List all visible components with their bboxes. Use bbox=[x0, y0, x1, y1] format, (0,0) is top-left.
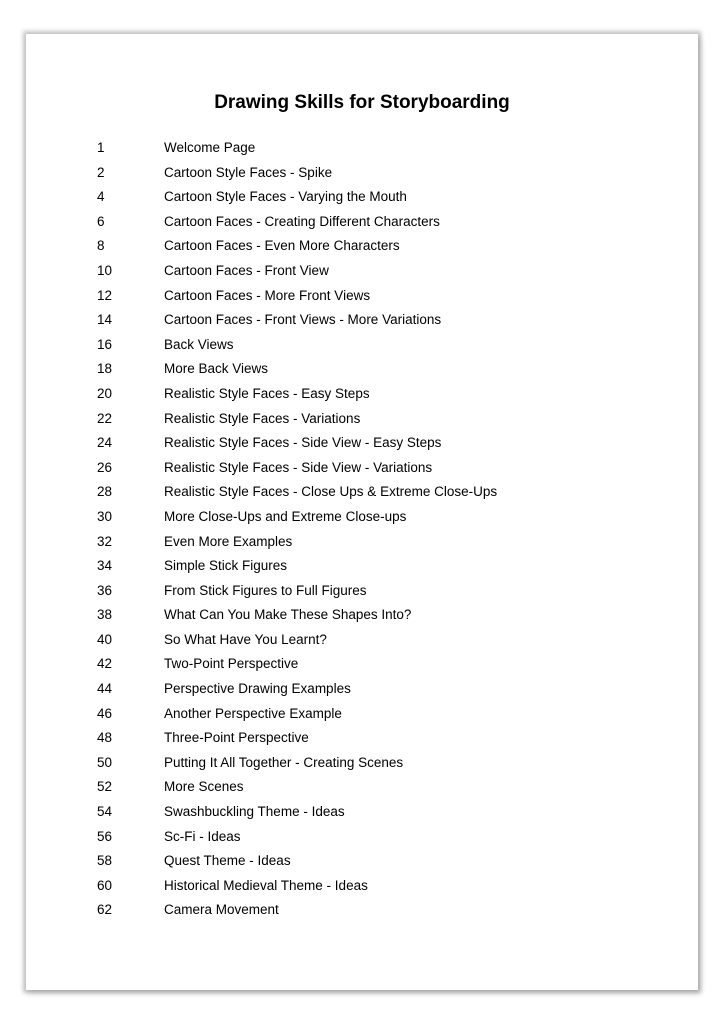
toc-entry bbox=[26, 210, 698, 235]
toc-entry-title: Realistic Style Faces - Side View - Variations bbox=[164, 459, 433, 475]
toc-entry-title: Realistic Style Faces - Side View - Easy Steps bbox=[164, 435, 442, 451]
toc-entry-title: Putting It All Together - Creating Scenes bbox=[164, 754, 404, 770]
toc-entry bbox=[26, 284, 698, 309]
toc-entry bbox=[26, 259, 698, 284]
toc-entry bbox=[26, 751, 698, 776]
toc-entry bbox=[26, 185, 698, 210]
toc-entry-title: Cartoon Faces - Even More Characters bbox=[164, 238, 400, 254]
toc-page-number: 30 bbox=[97, 508, 113, 524]
toc-page-number: 12 bbox=[97, 287, 113, 303]
table-of-contents bbox=[26, 136, 698, 923]
toc-entry bbox=[26, 554, 698, 579]
toc-entry bbox=[26, 677, 698, 702]
toc-entry bbox=[26, 357, 698, 382]
page-title: Drawing Skills for Storyboarding bbox=[214, 92, 510, 113]
toc-page-number: 50 bbox=[97, 754, 113, 770]
toc-page-number: 16 bbox=[97, 336, 113, 352]
toc-page-number: 32 bbox=[97, 533, 113, 549]
toc-page-number: 40 bbox=[97, 631, 113, 647]
document-page bbox=[26, 34, 698, 990]
toc-page-number: 34 bbox=[97, 558, 113, 574]
toc-entry bbox=[26, 652, 698, 677]
toc-entry-title: Welcome Page bbox=[164, 140, 256, 155]
toc-entry-title: Two-Point Perspective bbox=[164, 656, 299, 672]
toc-entry-title: Historical Medieval Theme - Ideas bbox=[164, 877, 368, 893]
toc-page-number: 46 bbox=[97, 705, 113, 721]
toc-entry-title: Realistic Style Faces - Easy Steps bbox=[164, 385, 370, 401]
toc-entry-title: Back Views bbox=[164, 336, 234, 352]
toc-entry bbox=[26, 456, 698, 481]
toc-page-number: 60 bbox=[97, 877, 113, 893]
toc-page-number: 22 bbox=[97, 410, 113, 426]
toc-entry-title: Cartoon Style Faces - Varying the Mouth bbox=[164, 189, 407, 205]
toc-page-number: 20 bbox=[97, 385, 113, 401]
toc-entry-title: What Can You Make These Shapes Into? bbox=[164, 607, 412, 623]
toc-entry bbox=[26, 161, 698, 186]
toc-entry-title: Cartoon Faces - Front Views - More Variations bbox=[164, 312, 442, 328]
toc-page-number: 28 bbox=[97, 484, 113, 500]
toc-entry bbox=[26, 480, 698, 505]
toc-entry bbox=[26, 825, 698, 850]
toc-entry bbox=[26, 530, 698, 555]
toc-entry-title: Swashbuckling Theme - Ideas bbox=[164, 804, 345, 820]
toc-page-number: 4 bbox=[97, 189, 105, 205]
toc-entry-title: Sc-Fi - Ideas bbox=[164, 828, 241, 844]
toc-entry bbox=[26, 628, 698, 653]
toc-entry-title: Quest Theme - Ideas bbox=[164, 853, 291, 869]
toc-page-number: 54 bbox=[97, 804, 113, 820]
toc-entry bbox=[26, 726, 698, 751]
toc-entry bbox=[26, 333, 698, 358]
toc-entry bbox=[26, 775, 698, 800]
toc-page-number: 38 bbox=[97, 607, 113, 623]
toc-page-number: 1 bbox=[97, 140, 105, 155]
toc-page-number: 18 bbox=[97, 361, 113, 377]
toc-page-number: 62 bbox=[97, 902, 113, 918]
toc-entry-title: From Stick Figures to Full Figures bbox=[164, 582, 367, 598]
toc-entry bbox=[26, 849, 698, 874]
toc-entry bbox=[26, 702, 698, 727]
toc-entry bbox=[26, 234, 698, 259]
toc-entry bbox=[26, 603, 698, 628]
toc-entry-title: So What Have You Learnt? bbox=[164, 631, 327, 647]
toc-entry-title: More Scenes bbox=[164, 779, 244, 795]
toc-entry bbox=[26, 431, 698, 456]
toc-page-number: 26 bbox=[97, 459, 113, 475]
toc-page-number: 8 bbox=[97, 238, 105, 254]
toc-entry bbox=[26, 136, 698, 161]
toc-page-number: 56 bbox=[97, 828, 113, 844]
toc-entry bbox=[26, 382, 698, 407]
toc-entry-title: Perspective Drawing Examples bbox=[164, 681, 351, 697]
toc-entry-title: Cartoon Style Faces - Spike bbox=[164, 164, 333, 180]
toc-page-number: 44 bbox=[97, 681, 113, 697]
toc-entry bbox=[26, 505, 698, 530]
toc-page-number: 52 bbox=[97, 779, 113, 795]
toc-entry-title: Even More Examples bbox=[164, 533, 293, 549]
toc-entry-title: Realistic Style Faces - Variations bbox=[164, 410, 361, 426]
toc-entry-title: Cartoon Faces - Creating Different Characters bbox=[164, 213, 440, 229]
toc-entry-title: Camera Movement bbox=[164, 902, 279, 918]
toc-page-number: 36 bbox=[97, 582, 113, 598]
toc-entry-title: More Back Views bbox=[164, 361, 269, 377]
toc-page-number: 14 bbox=[97, 312, 113, 328]
toc-page-number: 42 bbox=[97, 656, 113, 672]
toc-entry-title: Realistic Style Faces - Close Ups & Extreme Close-Ups bbox=[164, 484, 498, 500]
toc-entry bbox=[26, 579, 698, 604]
toc-entry bbox=[26, 874, 698, 899]
toc-entry-title: More Close-Ups and Extreme Close-ups bbox=[164, 508, 407, 524]
toc-page-number: 58 bbox=[97, 853, 113, 869]
toc-entry bbox=[26, 308, 698, 333]
toc-entry-title: Simple Stick Figures bbox=[164, 558, 288, 574]
toc-entry bbox=[26, 898, 698, 923]
toc-entry-title: Cartoon Faces - Front View bbox=[164, 262, 329, 278]
toc-page-number: 2 bbox=[97, 164, 105, 180]
toc-entry-title: Another Perspective Example bbox=[164, 705, 342, 721]
toc-entry-title: Cartoon Faces - More Front Views bbox=[164, 287, 371, 303]
toc-page-number: 10 bbox=[97, 262, 113, 278]
toc-entry bbox=[26, 800, 698, 825]
toc-page-number: 24 bbox=[97, 435, 113, 451]
toc-page-number: 48 bbox=[97, 730, 113, 746]
toc-entry bbox=[26, 407, 698, 432]
toc-page-number: 6 bbox=[97, 213, 105, 229]
toc-entry-title: Three-Point Perspective bbox=[164, 730, 309, 746]
